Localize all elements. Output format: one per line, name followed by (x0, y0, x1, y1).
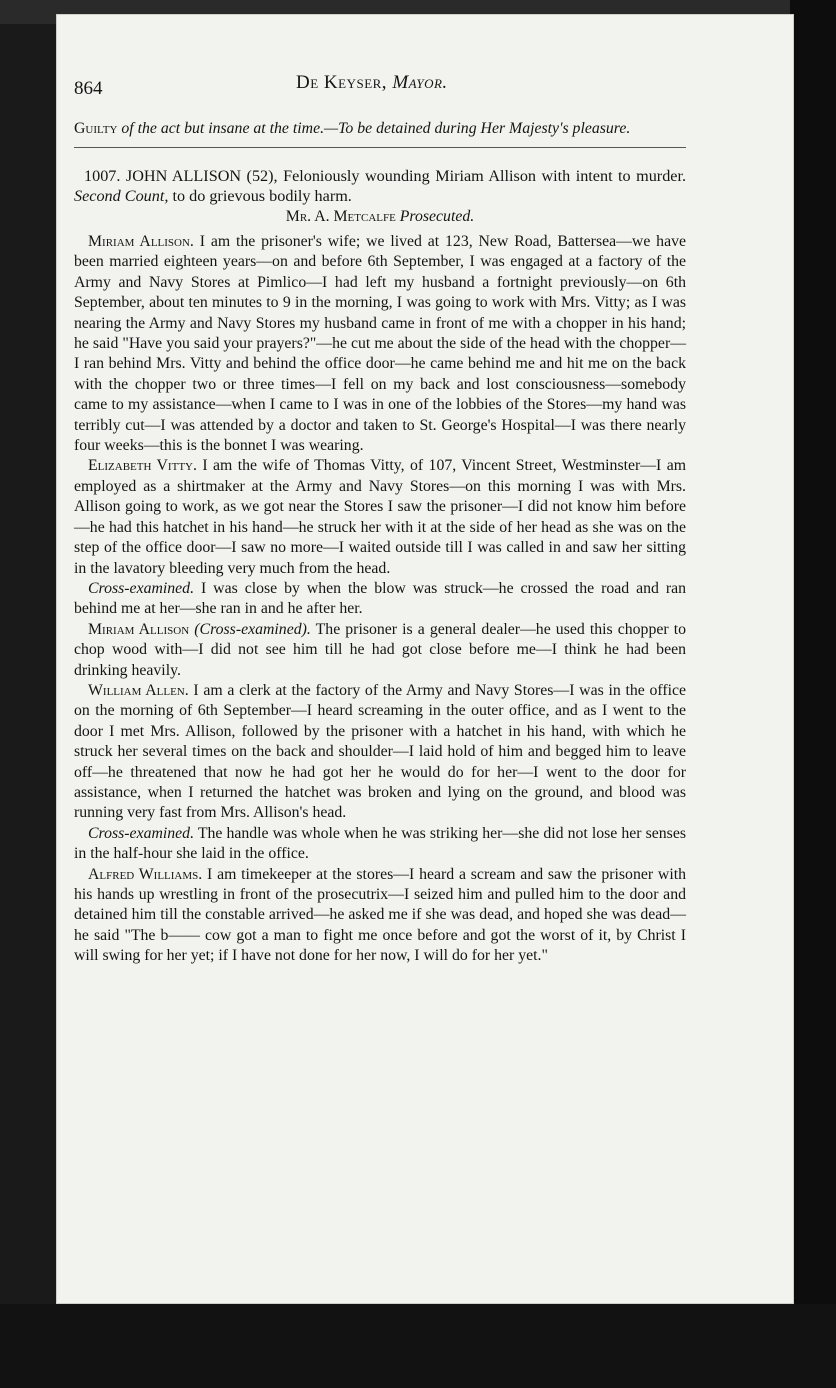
testimony-text: I was close by when the blow was struck—he crossed the road and ran behind me at her—she ran in and he after her. (74, 579, 686, 618)
testimony-text: I am a clerk at the factory of the Army and Navy Stores—I was in the office on the morning of 6th September—I heard screaming in the outer office, and as I went to the door I met Mrs. Allison, followed by the prisoner with a hatchet in his hand, with which he struck her several times on the back and shoulder—I laid hold of him and begged him to leave off—he threatened that now he had got her he would do for her—I went to the door for assistance, when I returned the hatchet was broken and lying on the ground, and blood was running very fast from Mrs. Allison's head. (74, 681, 687, 822)
testimony-paragraph (74, 579, 686, 620)
witness-name: Elizabeth Vitty. (88, 457, 197, 475)
section-rule (74, 147, 686, 148)
witness-name: Miriam Allison. (88, 233, 194, 250)
previous-case-verdict (74, 118, 686, 139)
prosecuted-label: Prosecuted. (399, 208, 475, 225)
testimony-paragraph (74, 824, 686, 865)
testimony-text: I am the wife of Thomas Vitty, of 107, Vincent Street, Westminster—I am employed as a shirtmaker at the Army and Navy Stores—on this morning I was with Mrs. Allison going to work, as we got near the Stores I saw the prisoner—I did not know him before—he had this hatchet in his hand—he struck her with it at the side of her head as she was on the step of the office door—I saw no more—I waited outside till I was called in and saw her sitting in the lavatory bleeding very much from the head. (74, 457, 687, 577)
case-number-name: 1007. JOHN ALLISON (52), (84, 167, 278, 185)
witness-name: Miriam Allison (88, 620, 190, 638)
testimony-paragraph (74, 456, 686, 578)
second-count-text: to do grievous bodily harm. (172, 187, 352, 205)
testimony-paragraph (74, 232, 686, 456)
case-charge: Feloniously wounding Miriam Allison with intent to murder. (283, 167, 687, 185)
examination-label: (Cross-examined). (194, 620, 311, 638)
witness-name: William Allen. (88, 681, 189, 699)
testimony-paragraph (74, 865, 686, 967)
page-content (74, 64, 686, 967)
page-header (74, 64, 686, 104)
testimony-paragraph (74, 681, 686, 824)
second-count-label: Second Count, (74, 187, 169, 205)
running-head-name: De Keyser, (296, 72, 388, 93)
scan-border-right (790, 0, 836, 1388)
witness-name: Alfred Williams. (88, 865, 203, 883)
prosecutor-name: Mr. A. Metcalfe (285, 208, 396, 225)
examination-label: Cross-examined. (88, 824, 195, 842)
verdict-label: Guilty (74, 120, 118, 137)
testimony-text: The handle was whole when he was striking her—she did not lose her senses in the half-hour she laid in the office. (74, 824, 686, 863)
examination-label: Cross-examined. (88, 579, 195, 597)
prosecution-line (74, 208, 686, 226)
case-heading (74, 166, 686, 206)
scan-border-bottom (0, 1304, 836, 1388)
testimony-text: I am timekeeper at the stores—I heard a scream and saw the prisoner with his hands up wrestling in front of the prosecutrix—I seized him and pulled him to the door and detained him till the constable arrived—he asked me if she was dead, and hoped she was dead—he said "The b—— cow got a man to fight me once before and got the worst of it, by Christ I will swing for her yet; if I have not done for her now, I will do for her yet." (74, 865, 686, 965)
testimony-text: The prisoner is a general dealer—he used this chopper to chop wood with—I did not see him till he had got close before me—I think he had been drinking heavily. (74, 620, 686, 679)
running-head (296, 72, 448, 94)
page-number: 864 (74, 78, 103, 99)
testimony-text: I am the prisoner's wife; we lived at 123, New Road, Battersea—we have been married eighteen years—on and before 6th September, I was engaged at a factory of the Army and Navy Stores at Pimlico—I had left my husband a fortnight previously—on 6th September, about ten minutes to 9 in the morning, I was going to work with Mrs. Vitty; as I was nearing the Army and Navy Stores my husband came in front of me with a chopper in his hand; he said "Have you said your prayers?"—he cut me about the side of the head with the chopper—I ran behind Mrs. Vitty and behind the office door—he came behind me and hit me on the back with the chopper two or three times—I fell on my back and lost consciousness—somebody came to my assistance—when I came to I was in one of the lobbies of the Stores—my hand was terribly cut—I was attended by a doctor and taken to St. George's Hospital—I was there nearly four weeks—this is the bonnet I was wearing. (74, 233, 686, 455)
running-head-title: Mayor. (392, 72, 448, 93)
verdict-text: of the act but insane at the time.—To be detained during Her Majesty's pleasure. (121, 120, 631, 137)
testimony-list (74, 232, 686, 967)
testimony-paragraph (74, 620, 686, 681)
